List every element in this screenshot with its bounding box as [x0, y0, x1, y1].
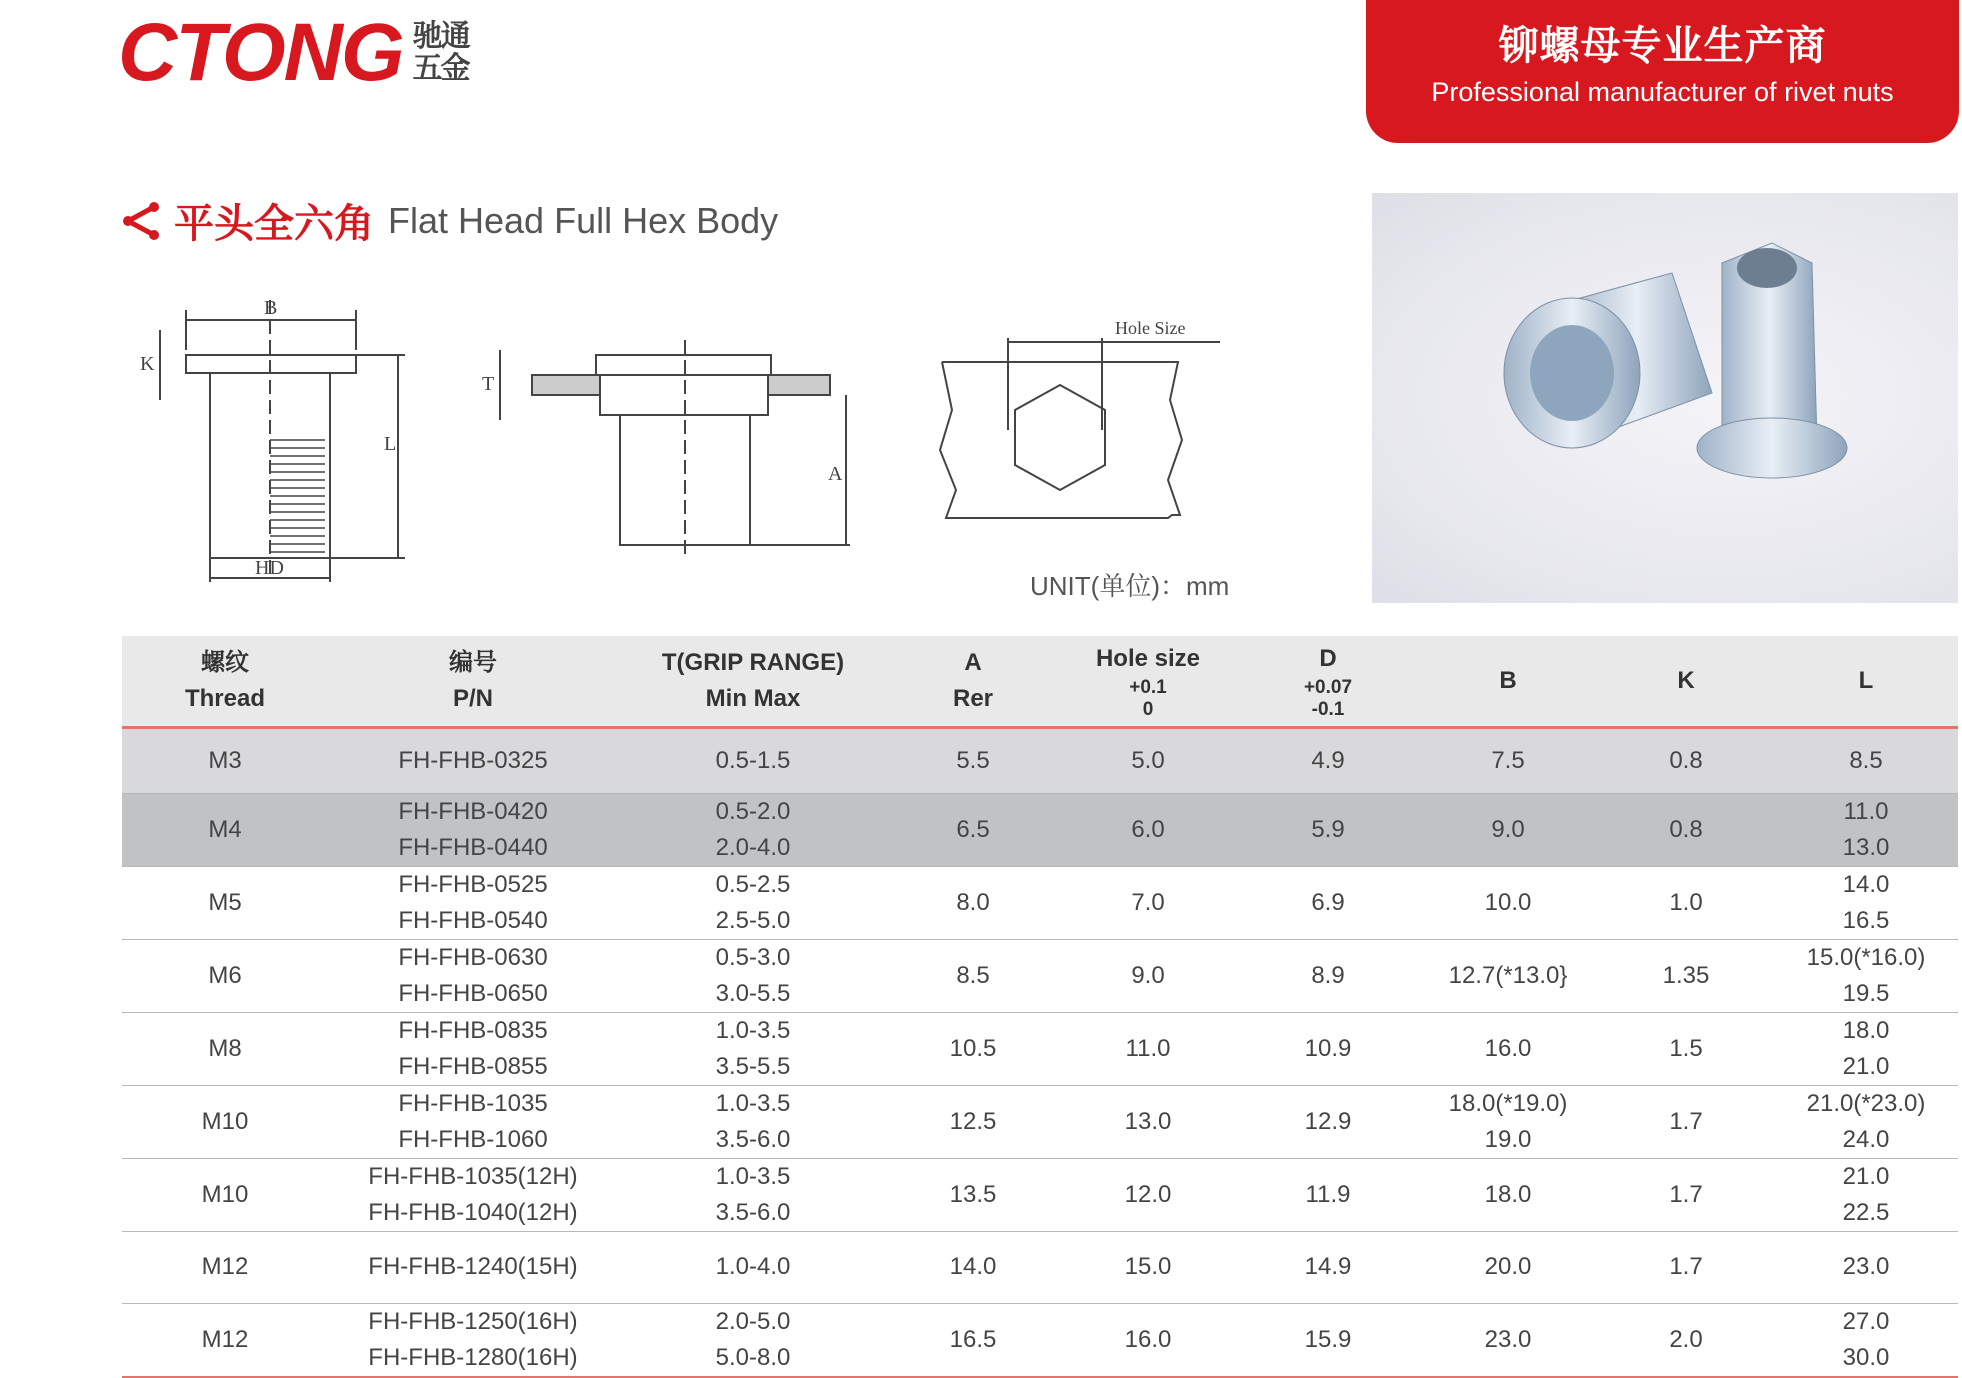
cell-value: 23.0	[1484, 1325, 1532, 1353]
cell-a: 14.0	[888, 1231, 1058, 1303]
cell-t	[618, 793, 888, 866]
column-header	[122, 636, 328, 727]
header-line-1: A	[964, 648, 982, 676]
cell-value: 21.0(*23.0)	[1806, 1089, 1926, 1117]
cell-l	[1774, 939, 1958, 1012]
banner-title-en: Professional manufacturer of rivet nuts	[1431, 77, 1894, 107]
table-row	[122, 1231, 1958, 1303]
header-line-1: 螺纹	[201, 648, 249, 676]
cell-t	[618, 1303, 888, 1377]
cell-value: 18.0(*19.0)	[1448, 1089, 1568, 1117]
label-a: A	[828, 463, 843, 485]
cell-value: 1.0-4.0	[715, 1253, 791, 1280]
cell-pn	[328, 939, 618, 1012]
cell-k: 2.0	[1598, 1303, 1774, 1377]
cell-a: 5.5	[888, 727, 1058, 793]
cell-value: 0.5-1.5	[715, 746, 791, 774]
cell-pn	[328, 1012, 618, 1085]
cell-value: 24.0	[1842, 1125, 1890, 1153]
label-b: B	[264, 297, 278, 319]
section-title	[120, 192, 778, 249]
cell-t	[618, 1158, 888, 1231]
cell-value: 13.0	[1842, 833, 1890, 861]
cell-hole: 13.0	[1058, 1085, 1238, 1158]
column-header	[328, 636, 618, 727]
column-header	[1774, 636, 1958, 727]
header-line-2: P/N	[452, 684, 493, 712]
cell-thread: M5	[122, 866, 328, 939]
table-row	[122, 793, 1958, 866]
cell-value: FH-FHB-1060	[398, 1125, 548, 1153]
header-banner	[1366, 0, 1959, 143]
cell-d: 8.9	[1238, 939, 1418, 1012]
table-row	[122, 1085, 1958, 1158]
cell-value: 15.0(*16.0)	[1806, 943, 1926, 971]
cell-thread: M6	[122, 939, 328, 1012]
cell-value: FH-FHB-0835	[398, 1016, 548, 1044]
cell-value: FH-FHB-1035	[398, 1089, 548, 1117]
spec-table	[122, 636, 1958, 1378]
cell-d: 14.9	[1238, 1231, 1418, 1303]
cell-b	[1418, 1231, 1598, 1303]
cell-hole: 9.0	[1058, 939, 1238, 1012]
cell-value: 21.0	[1842, 1162, 1890, 1190]
cell-value: FH-FHB-0630	[398, 943, 548, 971]
table-row	[122, 1303, 1958, 1377]
cell-value: 0.5-2.5	[715, 870, 791, 898]
logo-cn-1: 驰通	[412, 20, 469, 53]
cell-value: 1.0-3.5	[715, 1016, 791, 1044]
logo-cn	[413, 21, 469, 85]
banner-title-cn: 铆螺母专业生产商	[1498, 24, 1827, 68]
cell-a: 13.5	[888, 1158, 1058, 1231]
header-line-1: B	[1499, 666, 1517, 694]
cell-value: 10.0	[1484, 888, 1532, 916]
cell-value: FH-FHB-1280(16H)	[368, 1343, 578, 1371]
technical-drawings	[120, 290, 1240, 590]
cell-value: 18.0	[1484, 1180, 1532, 1208]
header-tolerance-lower: 0	[1142, 698, 1154, 720]
cell-l	[1774, 1012, 1958, 1085]
cell-k: 1.0	[1598, 866, 1774, 939]
cell-k: 1.5	[1598, 1012, 1774, 1085]
logo-text: CTONG	[118, 7, 403, 98]
table-header-row	[122, 636, 1958, 727]
share-icon	[120, 201, 162, 241]
cell-d: 10.9	[1238, 1012, 1418, 1085]
cell-value: 19.0	[1484, 1125, 1532, 1153]
header-tolerance-upper: +0.1	[1129, 676, 1167, 698]
cell-value: FH-FHB-1240(15H)	[368, 1253, 578, 1280]
label-hd: HD	[255, 557, 284, 579]
cell-l	[1774, 1085, 1958, 1158]
cell-k: 0.8	[1598, 793, 1774, 866]
cell-k: 1.7	[1598, 1231, 1774, 1303]
cell-value: 8.5	[1849, 746, 1883, 774]
cell-value: 2.5-5.0	[715, 906, 791, 934]
cell-d: 12.9	[1238, 1085, 1418, 1158]
header-line-1: K	[1677, 666, 1695, 694]
cell-l	[1774, 1303, 1958, 1377]
cell-value: 2.0-5.0	[715, 1307, 791, 1335]
label-l: L	[384, 433, 397, 455]
table-row	[122, 939, 1958, 1012]
cell-b	[1418, 939, 1598, 1012]
cell-value: 18.0	[1842, 1016, 1890, 1044]
cell-t	[618, 1085, 888, 1158]
cell-hole: 12.0	[1058, 1158, 1238, 1231]
side-view-drawing	[140, 297, 405, 582]
cell-pn	[328, 1231, 618, 1303]
cell-value: 23.0	[1842, 1253, 1890, 1280]
cell-pn	[328, 727, 618, 793]
section-title-en: Flat Head Full Hex Body	[388, 199, 779, 241]
installed-view-drawing	[482, 340, 850, 560]
cell-value: FH-FHB-0440	[398, 833, 548, 861]
column-header	[1058, 636, 1238, 727]
cell-b	[1418, 793, 1598, 866]
cell-value: 0.5-2.0	[715, 797, 791, 825]
cell-value: FH-FHB-0325	[398, 746, 548, 774]
cell-b	[1418, 866, 1598, 939]
logo-cn-2: 五金	[412, 52, 469, 85]
cell-b	[1418, 1012, 1598, 1085]
cell-pn	[328, 1085, 618, 1158]
cell-l	[1774, 1231, 1958, 1303]
unit-label: UNIT(单位)：mm	[1030, 571, 1230, 601]
column-header	[1238, 636, 1418, 727]
cell-value: FH-FHB-0525	[398, 870, 548, 898]
cell-value: 2.0-4.0	[715, 833, 791, 861]
cell-d: 5.9	[1238, 793, 1418, 866]
cell-value: 0.5-3.0	[715, 943, 791, 971]
cell-t	[618, 1231, 888, 1303]
header-tolerance-lower: -0.1	[1311, 698, 1345, 720]
cell-value: 21.0	[1842, 1052, 1890, 1080]
cell-value: 9.0	[1491, 815, 1525, 843]
cell-value: FH-FHB-0420	[398, 797, 548, 825]
cell-value: 27.0	[1842, 1307, 1890, 1335]
cell-thread: M12	[122, 1303, 328, 1377]
cell-d: 4.9	[1238, 727, 1418, 793]
section-title-cn: 平头全六角	[174, 202, 374, 246]
cell-value: 11.0	[1843, 797, 1889, 825]
cell-value: 20.0	[1484, 1253, 1532, 1280]
cell-value: 7.5	[1491, 746, 1525, 774]
table-row	[122, 1012, 1958, 1085]
cell-k: 1.7	[1598, 1158, 1774, 1231]
brand-logo	[118, 7, 469, 98]
cell-value: 12.7(*13.0}	[1448, 961, 1568, 989]
column-header	[1598, 636, 1774, 727]
cell-k: 0.8	[1598, 727, 1774, 793]
cell-value: 19.5	[1842, 979, 1890, 1007]
cell-pn	[328, 793, 618, 866]
cell-value: 3.0-5.5	[715, 979, 791, 1007]
label-hole-size: Hole Size	[1115, 318, 1186, 338]
cell-l	[1774, 727, 1958, 793]
cell-d: 6.9	[1238, 866, 1418, 939]
header-line-2: Min Max	[705, 684, 801, 712]
cell-thread: M10	[122, 1085, 328, 1158]
hole-size-drawing	[940, 318, 1220, 518]
cell-k: 1.35	[1598, 939, 1774, 1012]
cell-b	[1418, 727, 1598, 793]
cell-value: 16.0	[1484, 1034, 1532, 1062]
cell-pn	[328, 866, 618, 939]
cell-value: 1.0-3.5	[715, 1089, 791, 1117]
cell-thread: M3	[122, 727, 328, 793]
cell-thread: M8	[122, 1012, 328, 1085]
table-row	[122, 866, 1958, 939]
cell-b	[1418, 1158, 1598, 1231]
cell-b	[1418, 1085, 1598, 1158]
cell-t	[618, 866, 888, 939]
cell-thread: M12	[122, 1231, 328, 1303]
cell-pn	[328, 1158, 618, 1231]
cell-value: FH-FHB-0650	[398, 979, 548, 1007]
header-line-2: Thread	[184, 684, 265, 712]
cell-thread: M10	[122, 1158, 328, 1231]
cell-a: 8.0	[888, 866, 1058, 939]
cell-k: 1.7	[1598, 1085, 1774, 1158]
cell-t	[618, 727, 888, 793]
cell-value: 22.5	[1842, 1198, 1890, 1226]
cell-l	[1774, 1158, 1958, 1231]
cell-d: 11.9	[1238, 1158, 1418, 1231]
cell-hole: 16.0	[1058, 1303, 1238, 1377]
cell-thread: M4	[122, 793, 328, 866]
header-line-1: T(GRIP RANGE)	[661, 648, 845, 676]
label-k: K	[140, 353, 155, 375]
table-row	[122, 727, 1958, 793]
product-photo	[1372, 193, 1958, 603]
cell-a: 8.5	[888, 939, 1058, 1012]
cell-b	[1418, 1303, 1598, 1377]
cell-l	[1774, 866, 1958, 939]
header-line-1: L	[1858, 666, 1874, 694]
cell-pn	[328, 1303, 618, 1377]
cell-t	[618, 939, 888, 1012]
cell-a: 10.5	[888, 1012, 1058, 1085]
header-line-2: Rer	[952, 684, 994, 712]
cell-value: 30.0	[1842, 1343, 1890, 1371]
label-t: T	[482, 373, 495, 395]
column-header	[1418, 636, 1598, 727]
header-line-1: 编号	[449, 648, 497, 676]
cell-a: 6.5	[888, 793, 1058, 866]
cell-value: FH-FHB-0540	[398, 906, 548, 934]
cell-a: 12.5	[888, 1085, 1058, 1158]
cell-value: 5.0-8.0	[715, 1343, 791, 1371]
cell-d: 15.9	[1238, 1303, 1418, 1377]
cell-value: 14.0	[1842, 870, 1890, 898]
cell-value: 3.5-6.0	[715, 1198, 791, 1226]
cell-value: 1.0-3.5	[715, 1162, 791, 1190]
header-tolerance-upper: +0.07	[1303, 676, 1353, 698]
cell-value: 3.5-6.0	[715, 1125, 791, 1153]
table-row	[122, 1158, 1958, 1231]
cell-hole: 7.0	[1058, 866, 1238, 939]
header-line-1: D	[1319, 644, 1337, 672]
header-line-1: Hole size	[1095, 644, 1201, 672]
cell-a: 16.5	[888, 1303, 1058, 1377]
cell-value: FH-FHB-1250(16H)	[368, 1307, 578, 1335]
cell-value: FH-FHB-1040(12H)	[368, 1198, 578, 1226]
cell-hole: 11.0	[1058, 1012, 1238, 1085]
cell-value: 3.5-5.5	[715, 1052, 791, 1080]
cell-value: 16.5	[1842, 906, 1890, 934]
cell-hole: 5.0	[1058, 727, 1238, 793]
cell-hole: 6.0	[1058, 793, 1238, 866]
cell-hole: 15.0	[1058, 1231, 1238, 1303]
cell-l	[1774, 793, 1958, 866]
cell-value: FH-FHB-0855	[398, 1052, 548, 1080]
column-header	[888, 636, 1058, 727]
column-header	[618, 636, 888, 727]
cell-value: FH-FHB-1035(12H)	[368, 1162, 578, 1190]
cell-t	[618, 1012, 888, 1085]
